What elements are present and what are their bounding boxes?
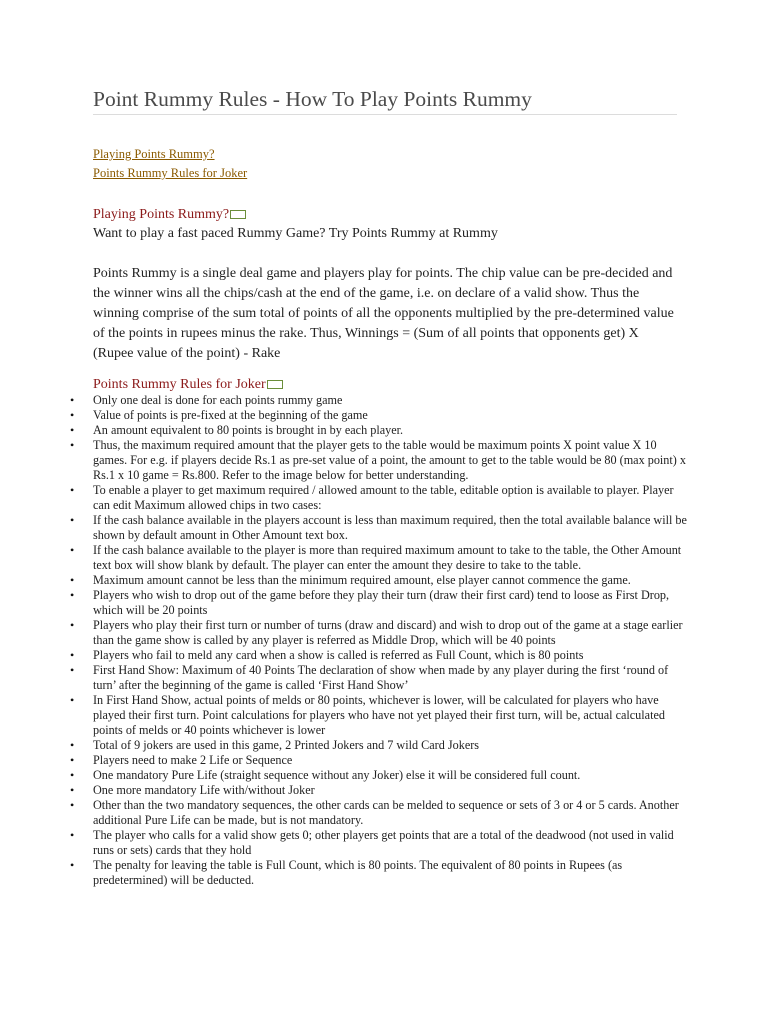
list-item: • In First Hand Show, actual points of melds or 80 points, whichever is lower, will be calculated for players who have played their first turn. Point calculations for players who have not yet played their first turn, will be, actual calculated points of melds or 40 points whichever is lower [0, 693, 690, 738]
list-item: • An amount equivalent to 80 points is brought in by each player. [0, 423, 690, 438]
image-placeholder-icon [230, 210, 246, 219]
list-item: • The player who calls for a valid show gets 0; other players get points that are a total of the deadwood (not used in valid runs or sets) cards that they hold [0, 828, 690, 858]
section-heading-rules [93, 376, 283, 394]
list-item: • Maximum amount cannot be less than the minimum required amount, else player cannot commence the game. [0, 573, 690, 588]
list-item: • First Hand Show: Maximum of 40 Points The declaration of show when made by any player during the first ‘round of turn’ after the beginning of the game is called ‘First Hand Show’ [0, 663, 690, 693]
list-item: • Thus, the maximum required amount that the player gets to the table would be maximum points X point value X 10 games. For e.g. if players decide Rs.1 as pre-set value of a point, the amount to get to the table would be 80 (max point) x Rs.1 x 10 game = Rs.800. Refer to the image below for better understanding. [0, 438, 690, 483]
list-item: • Players who wish to drop out of the game before they play their turn (draw their first card) tend to loose as First Drop, which will be 20 points [0, 588, 690, 618]
section-paragraph: Points Rummy is a single deal game and players play for points. The chip value can be pre-decided and the winner wins all the chips/cash at the end of the game, i.e. on declare of a valid show. Thus the winning comprise of the sum total of points of all the opponents multiplied by the pre-determined value of the points in rupees minus the rake. Thus, Winnings = (Sum of all points that opponents get) X (Rupee value of the point) - Rake [93, 266, 674, 361]
list-item: • If the cash balance available to the player is more than required maximum amount to take to the table, the Other Amount text box will show blank by default. The player can enter the amount they desire to take to the table. [0, 543, 690, 573]
list-item: • The penalty for leaving the table is Full Count, which is 80 points. The equivalent of 80 points in Rupees (as predetermined) will be deducted. [0, 858, 690, 888]
toc-link-points-rummy-rules-joker[interactable]: Points Rummy Rules for Joker [93, 166, 248, 180]
table-of-contents [93, 145, 247, 183]
page-title: Point Rummy Rules - How To Play Points Rummy [93, 85, 677, 115]
list-item: • If the cash balance available in the players account is less than maximum required, then the total available balance will be shown by default amount in Other Amount text box. [0, 513, 690, 543]
list-item: • Value of points is pre-fixed at the beginning of the game [0, 408, 690, 423]
toc-link-playing-points-rummy[interactable]: Playing Points Rummy? [93, 147, 215, 161]
section-heading-playing-text: Playing Points Rummy? [93, 207, 230, 222]
image-placeholder-icon [267, 380, 283, 389]
list-item: • Only one deal is done for each points rummy game [0, 393, 690, 408]
list-item: • One more mandatory Life with/without Joker [0, 783, 690, 798]
section-heading-rules-text: Points Rummy Rules for Joker [93, 377, 266, 392]
list-item: • Total of 9 jokers are used in this game, 2 Printed Jokers and 7 wild Card Jokers [0, 738, 690, 753]
section-heading-playing [93, 206, 246, 224]
section-intro: Want to play a fast paced Rummy Game? Try Points Rummy at Rummy [93, 226, 498, 241]
list-item: • Other than the two mandatory sequences, the other cards can be melded to sequence or sets of 3 or 4 or 5 cards. Another additional Pure Life can be made, but is not mandatory. [0, 798, 690, 828]
list-item: • Players who play their first turn or number of turns (draw and discard) and wish to drop out of the game at a stage earlier than the game show is called by any player is referred as Middle Drop, which will be 40 points [0, 618, 690, 648]
rules-list [0, 393, 690, 888]
list-item: • To enable a player to get maximum required / allowed amount to the table, editable option is available to player. Player can edit Maximum allowed chips in two cases: [0, 483, 690, 513]
list-item: • One mandatory Pure Life (straight sequence without any Joker) else it will be considered full count. [0, 768, 690, 783]
list-item: • Players who fail to meld any card when a show is called is referred as Full Count, which is 80 points [0, 648, 690, 663]
list-item: • Players need to make 2 Life or Sequence [0, 753, 690, 768]
